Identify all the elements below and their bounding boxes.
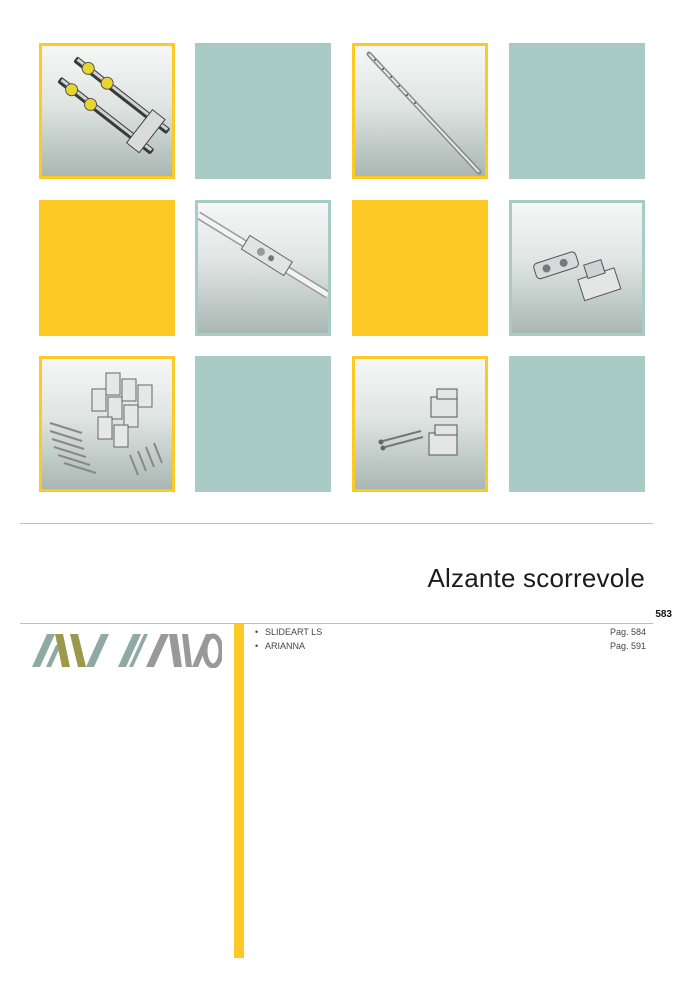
bullet-icon: • (255, 627, 259, 637)
toc-item-page: Pag. 591 (609, 641, 646, 651)
bullet-icon: • (255, 641, 259, 651)
perforated-rod-illustration (355, 46, 485, 176)
savio-logo-icon (32, 632, 222, 668)
toc-item-label: SLIDEART LS (265, 627, 323, 637)
product-photo-perforated-rod (352, 43, 488, 179)
toc-item[interactable] (255, 627, 646, 641)
section-title: Alzante scorrevole (427, 563, 645, 593)
keeper-brackets-illustration (355, 359, 485, 489)
gearbox-espagnolette-illustration (198, 203, 328, 333)
product-photo-hardware-kit (39, 356, 175, 492)
toc-item[interactable] (255, 641, 646, 655)
product-photo-connector-brackets (509, 200, 645, 336)
toc-item-page: Pag. 584 (609, 627, 646, 637)
hardware-kit-illustration (42, 359, 172, 489)
page-number: 583 (655, 609, 672, 620)
sliding-carriage-illustration (42, 46, 172, 176)
product-photo-sliding-carriage (39, 43, 175, 179)
divider-header (20, 623, 653, 624)
brand-logo (32, 632, 222, 668)
divider-top (20, 523, 653, 524)
color-tile-teal (195, 356, 331, 492)
color-tile-yellow (352, 200, 488, 336)
product-photo-gearbox-espagnolette (195, 200, 331, 336)
color-tile-yellow (39, 200, 175, 336)
color-tile-teal (509, 356, 645, 492)
color-tile-teal (195, 43, 331, 179)
accent-bar (234, 624, 244, 958)
color-tile-teal (509, 43, 645, 179)
toc-item-label: ARIANNA (265, 641, 306, 651)
product-photo-keeper-brackets (352, 356, 488, 492)
connector-brackets-illustration (512, 203, 642, 333)
